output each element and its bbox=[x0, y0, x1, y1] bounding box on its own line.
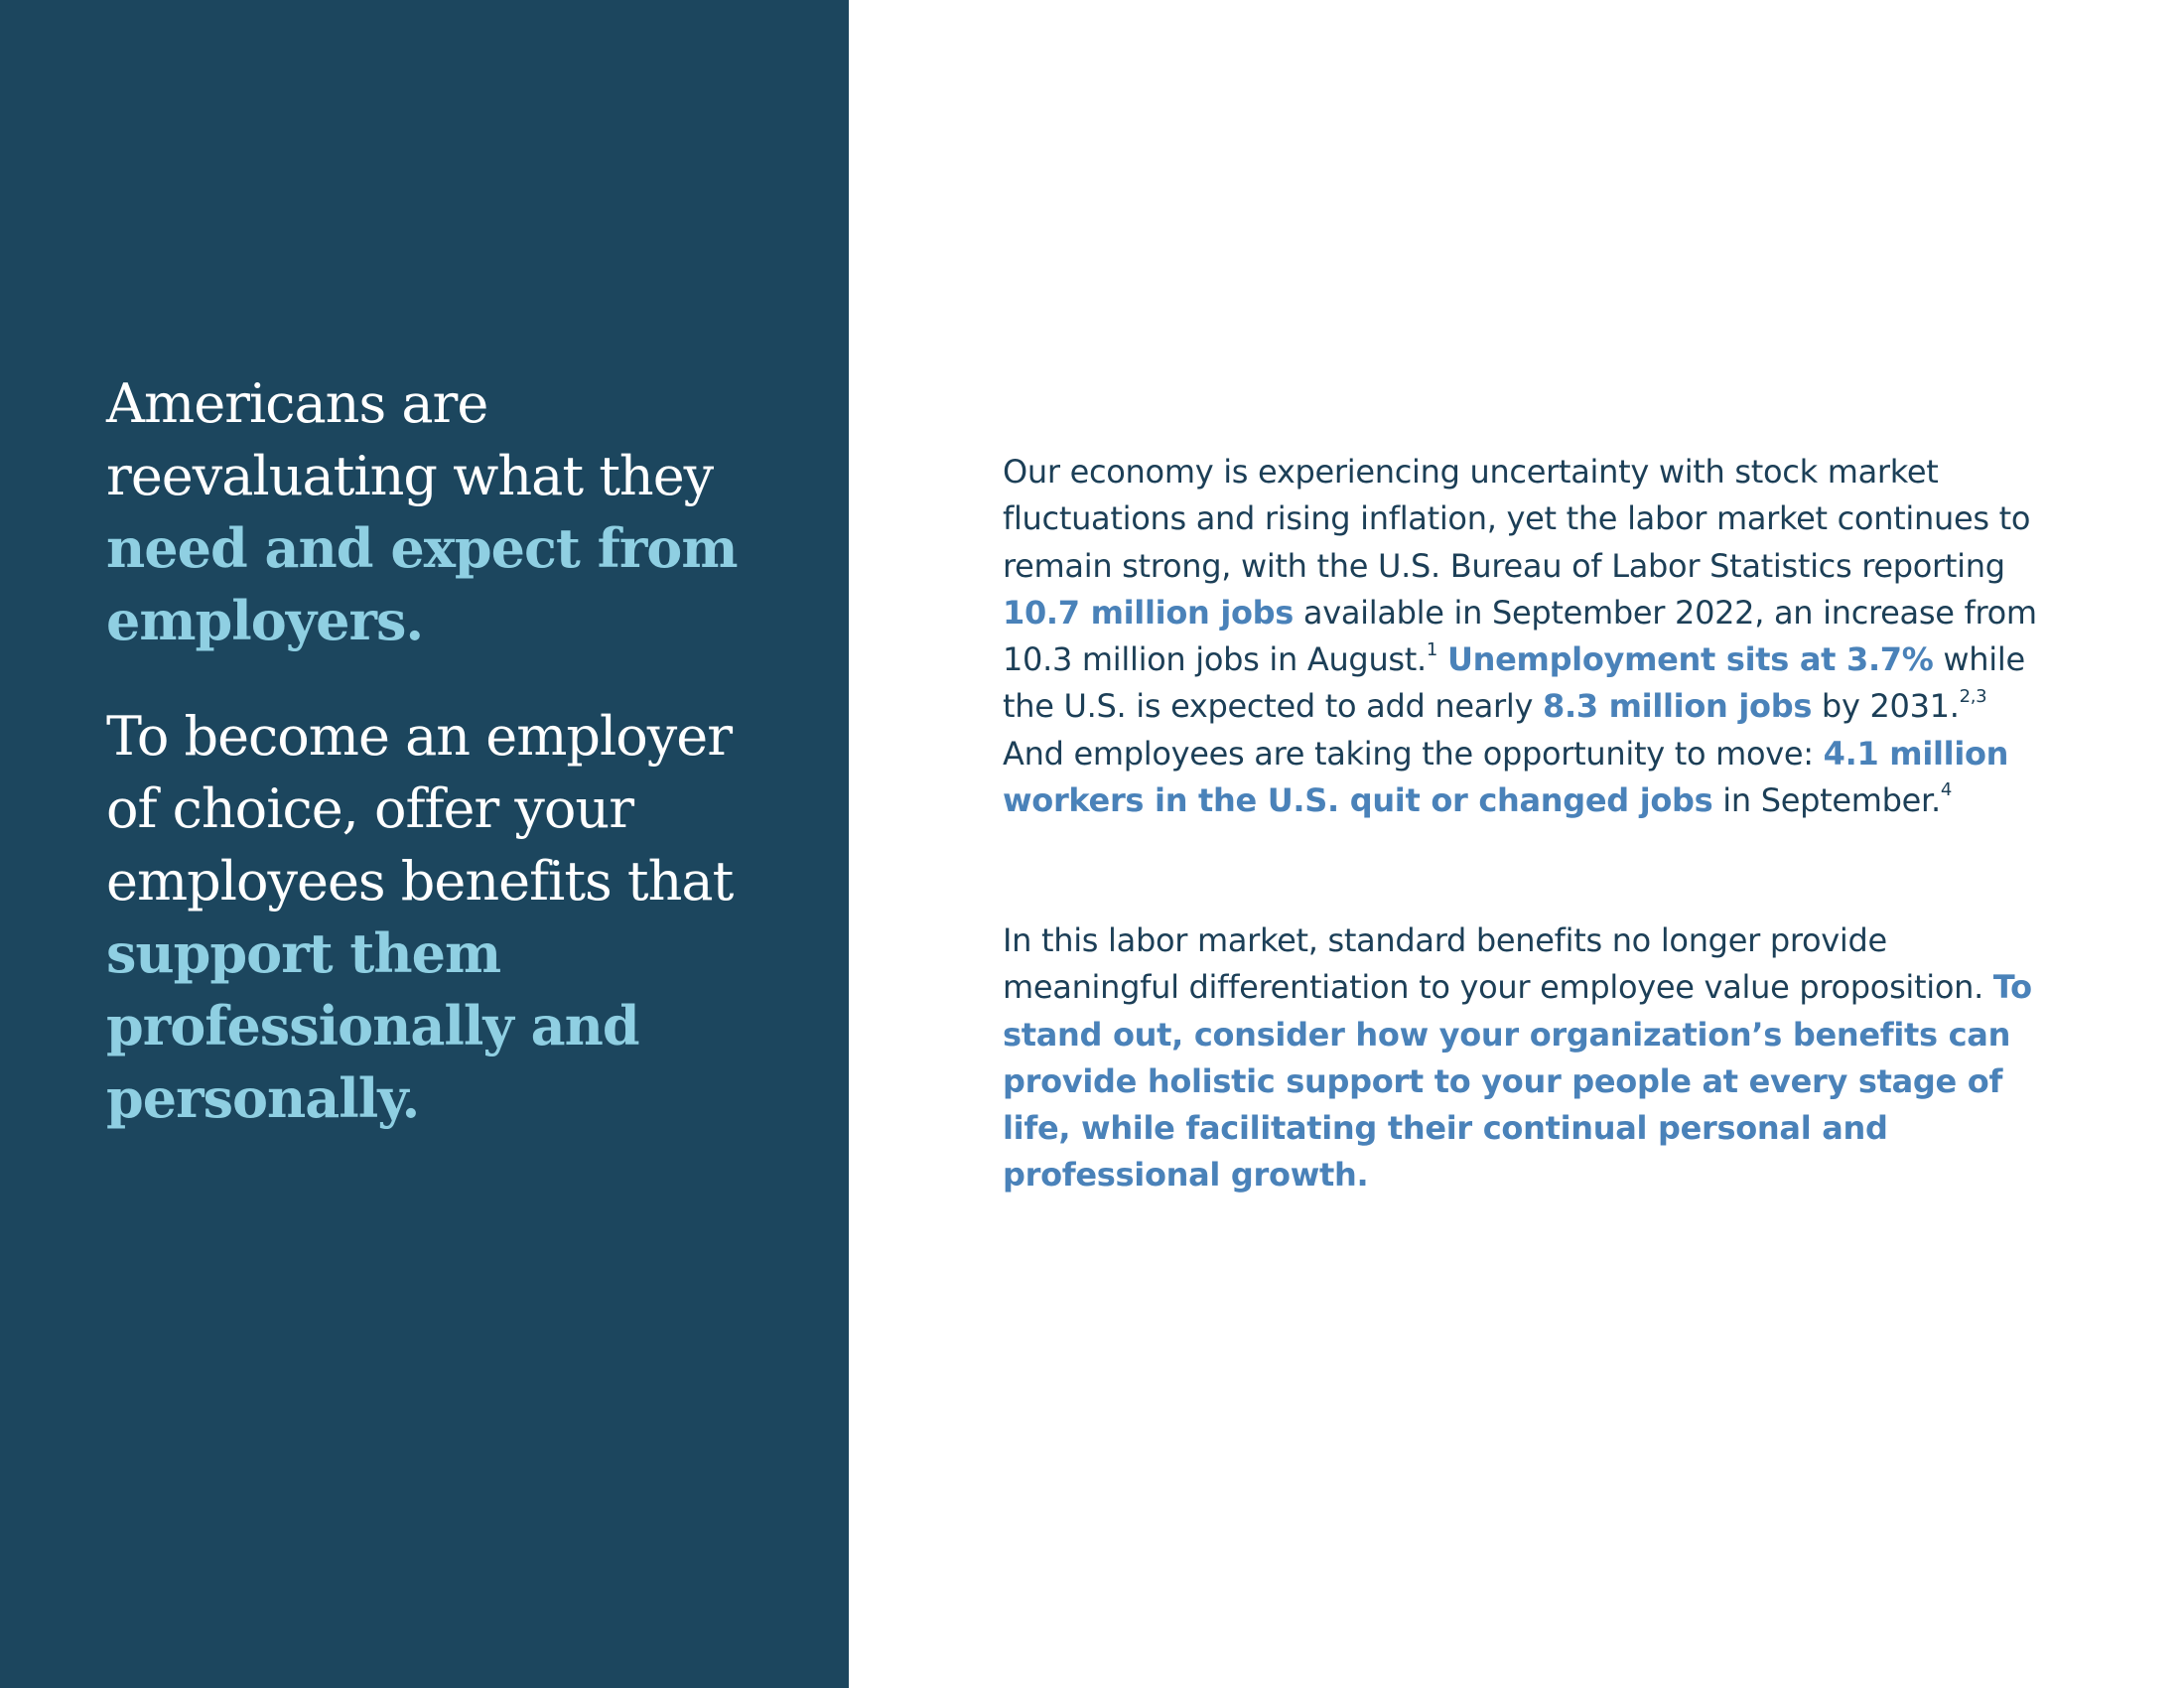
p1-text-5: by 2031. bbox=[1812, 687, 1960, 726]
p1-highlight-jobs-2031: 8.3 million jobs bbox=[1543, 687, 1813, 726]
headline-2-text: To become an employer of choice, offer your employees benefits that bbox=[106, 705, 734, 913]
p1-text-7: in September. bbox=[1712, 781, 1941, 820]
p1-text-6: And employees are taking the opportunity to move: bbox=[1003, 734, 1824, 773]
right-panel bbox=[849, 0, 2184, 1688]
p1-text-1: Our economy is experiencing uncertainty with stock market fluctuations and rising inflation, yet the labor market continues to remain strong, with the U.S. Bureau of Labor Statistics reporting bbox=[1003, 453, 2031, 585]
p1-highlight-unemployment: Unemployment sits at 3.7% bbox=[1446, 640, 1934, 679]
footnote-ref-1: 1 bbox=[1426, 638, 1438, 660]
p2-highlight-stand-out: To stand out, consider how your organization’s benefits can provide holistic support to your people at every stage of life, while facilitating their continual personal and professional growth. bbox=[1003, 968, 2032, 1195]
p1-highlight-jobs-available: 10.7 million jobs bbox=[1003, 593, 1295, 632]
p1-text-3 bbox=[1437, 640, 1447, 678]
p1-highlight-workers-quit: 4.1 million workers in the U.S. quit or changed jobs bbox=[1003, 734, 2009, 820]
economy-paragraph bbox=[1003, 449, 2055, 824]
p1-text-4: while the U.S. is expected to add nearly bbox=[1003, 640, 2025, 726]
p2-text-1: In this labor market, standard benefits no longer provide meaningful differentiation to your employee value proposition. bbox=[1003, 921, 1993, 1007]
headline-1-text: Americans are reevaluating what they bbox=[106, 372, 714, 507]
headline-2-accent: support them professionally and personally. bbox=[106, 921, 639, 1130]
headline-reevaluating bbox=[106, 367, 781, 657]
headline-employer-of-choice bbox=[106, 700, 781, 1135]
footnote-ref-2-3: 2,3 bbox=[1959, 685, 1987, 707]
left-panel bbox=[0, 0, 849, 1688]
headline-1-accent: need and expect from employers. bbox=[106, 516, 738, 652]
p1-text-2: available in September 2022, an increase from 10.3 million jobs in August. bbox=[1003, 593, 2037, 679]
footnote-ref-4: 4 bbox=[1940, 779, 1953, 801]
labor-market-paragraph bbox=[1003, 917, 2055, 1199]
